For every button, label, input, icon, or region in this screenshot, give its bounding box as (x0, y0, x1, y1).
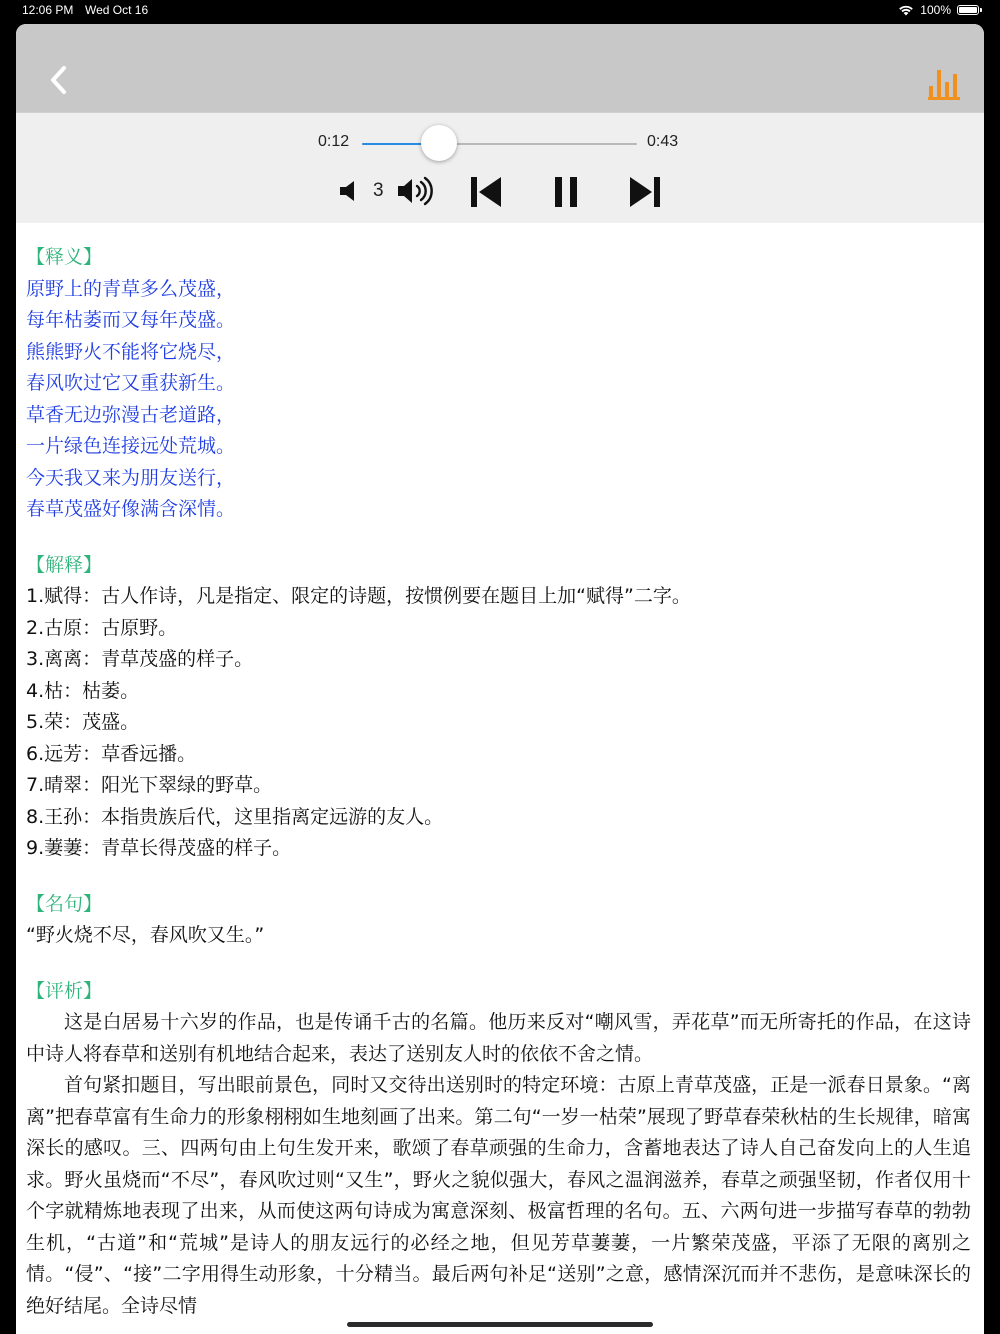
analysis-paragraph: 这是白居易十六岁的作品，也是传诵千古的名篇。他历来反对“嘲风雪，弄花草”而无所寄托的作品，在这诗中诗人将春草和送别有机地结合起来，表达了送别友人时的依依不舍之情。 (26, 1011, 971, 1065)
meaning-line: 春风吹过它又重获新生。 (26, 372, 236, 394)
volume-level: 3 (373, 180, 384, 201)
progress-slider[interactable] (362, 131, 637, 157)
back-chevron-icon[interactable] (44, 62, 74, 98)
analysis-paragraph: 首句紧扣题目，写出眼前景色，同时又交待出送别时的特定环境：古原上青草茂盛，正是一派春日景象。“离离”把春草富有生命力的形象栩栩如生地刻画了出来。第二句“一岁一枯荣”展现了野草春荣秋枯的生长规律，暗寓深长的感叹。三、四两句由上句生发开来，歌颂了春草顽强的生命力，含蓄地表达了诗人自己奋发向上的人生追求。野火虽烧而“不尽”，春风吹过则“又生”，野火之貌似强大，春风之温润滋养，春草之顽强坚韧，作者仅用十个字就精炼地表现了出来，从而使这两句诗成为寓意深刻、极富哲理的名句。五、六两句进一步描写春草的勃勃生机，“古道”和“荒城”是诗人的朋友远行的必经之地，但见芳草萋萋，一片繁荣茂盛，平添了无限的离别之情。“侵”、“接”二字用得生动形象，十分精当。最后两句补足“送别”之意，感情深沉而并不悲伤，是意味深长的绝好结尾。全诗尽情 (26, 1074, 971, 1317)
audio-player (16, 112, 984, 223)
famous-title: 【名句】 (26, 892, 103, 915)
note-line: 6.远芳：草香远播。 (26, 742, 197, 765)
meaning-line: 今天我又来为朋友送行， (26, 466, 236, 489)
status-right (898, 3, 982, 17)
note-line: 4.枯：枯萎。 (26, 679, 140, 702)
volume-down-icon[interactable] (338, 179, 360, 203)
status-time: 12:06 PM (22, 3, 74, 17)
nav-bar (16, 24, 984, 112)
meaning-line: 每年枯萎而又每年茂盛。 (26, 309, 236, 331)
total-time: 0:43 (647, 133, 679, 150)
slider-thumb[interactable] (421, 125, 457, 161)
next-track-icon[interactable] (628, 175, 662, 209)
notes-title: 【解释】 (26, 553, 103, 576)
bar-chart-icon[interactable] (928, 64, 960, 100)
battery-tip (980, 8, 982, 12)
note-line: 7.晴翠：阳光下翠绿的野草。 (26, 774, 273, 796)
detail-sheet (16, 24, 984, 1334)
poem-content (26, 222, 971, 1334)
volume-up-icon[interactable] (396, 175, 436, 207)
note-line: 2.古原：古原野。 (26, 616, 178, 639)
note-line: 3.离离：青草茂盛的样子。 (26, 648, 254, 670)
wifi-icon (898, 4, 914, 16)
note-line: 9.萋萋：青草长得茂盛的样子。 (26, 837, 292, 859)
status-bar (0, 0, 1000, 22)
section-gap (26, 952, 971, 976)
pause-icon[interactable] (554, 175, 578, 209)
meaning-line: 春草茂盛好像满含深情。 (26, 498, 236, 520)
meaning-line: 原野上的青草多么茂盛， (26, 277, 236, 300)
meaning-title: 【释义】 (26, 246, 103, 268)
famous-line: “野火烧不尽，春风吹又生。” (26, 924, 265, 946)
meaning-line: 草香无边弥漫古老道路， (26, 403, 236, 426)
current-time: 0:12 (318, 133, 350, 150)
status-date: Wed Oct 16 (85, 3, 149, 17)
home-indicator[interactable] (347, 1322, 653, 1327)
meaning-line: 一片绿色连接远处荒城。 (26, 435, 236, 457)
note-line: 5.荣：茂盛。 (26, 711, 140, 733)
section-gap (26, 526, 971, 550)
battery-icon (957, 5, 979, 15)
note-line: 8.王孙：本指贵族后代，这里指离定远游的友人。 (26, 805, 444, 828)
battery-percent: 100% (920, 3, 951, 17)
section-gap (26, 865, 971, 889)
analysis-title: 【评析】 (26, 979, 103, 1002)
note-line: 1.赋得：古人作诗，凡是指定、限定的诗题，按惯例要在题目上加“赋得”二字。 (26, 585, 691, 607)
meaning-line: 熊熊野火不能将它烧尽， (26, 340, 236, 363)
previous-track-icon[interactable] (469, 175, 503, 209)
